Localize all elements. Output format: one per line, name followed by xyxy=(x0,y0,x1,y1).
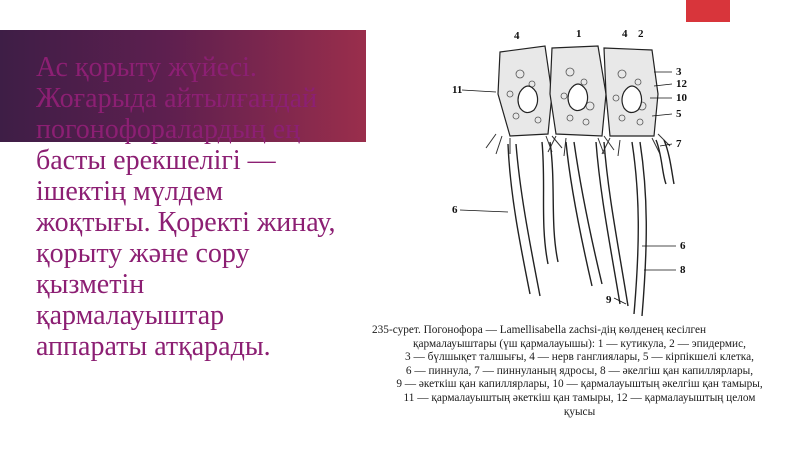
body-text xyxy=(36,52,371,362)
figure-label: 4 xyxy=(514,30,520,42)
caption-line: 6 — пиннула, 7 — пиннуланың ядросы, 8 — әкелгіш қан капиллярлары, xyxy=(405,364,754,377)
caption-line: 11 — қармалауыштың әкеткіш қан тамыры, 12 — қармалауыштың целом xyxy=(403,391,756,404)
figure-caption xyxy=(372,324,787,419)
figure-label: 8 xyxy=(680,264,686,276)
pinnule-fringe xyxy=(486,134,670,156)
figure-label: 1 xyxy=(576,28,582,40)
text-line: Жоғарыда айтылғандай xyxy=(36,83,318,114)
pinnules xyxy=(508,140,674,316)
text-line: аппараты атқарады. xyxy=(36,331,271,362)
figure-label: 2 xyxy=(638,28,644,40)
figure-label: 3 xyxy=(676,66,682,78)
pogonophora-figure xyxy=(370,24,790,444)
caption-line: 9 — әкеткіш қан капиллярлары, 10 — қармалауыштың әкелгіш қан тамыры, xyxy=(396,378,763,391)
figure-label: 6 xyxy=(452,204,458,216)
text-line: погонофоралардың ең xyxy=(36,114,301,145)
text-line: басты ерекшелігі — xyxy=(36,145,276,176)
tentacle-illustration xyxy=(370,24,790,324)
text-line: Ас қорыту жүйесі. xyxy=(36,52,257,83)
text-line: қорыту және сору xyxy=(36,238,250,269)
text-line: қармалауыштар xyxy=(36,300,225,331)
caption-line: 3 — бүлшықет талшығы, 4 — нерв ганглиялары, 5 — кірпікшелі клетка, xyxy=(405,351,754,364)
figure-label: 9 xyxy=(606,294,612,306)
figure-label: 4 xyxy=(622,28,628,40)
caption-line: қуысы xyxy=(563,405,596,418)
figure-label: 6 xyxy=(680,240,686,252)
figure-label: 7 xyxy=(676,138,682,150)
caption-line: 235-сурет. Погонофора — Lamellisabella zachsi-дің көлденең кесілген xyxy=(372,324,707,336)
corner-accent xyxy=(686,0,730,22)
figure-label: 12 xyxy=(676,78,687,90)
text-line: қызметін xyxy=(36,269,145,300)
figure-label: 5 xyxy=(676,108,682,120)
text-line: жоқтығы. Қоректі жинау, xyxy=(36,207,336,238)
figure-label: 11 xyxy=(452,84,463,96)
caption-line: қармалауыштары (үш қармалауышы): 1 — кутикула, 2 — эпидермис, xyxy=(413,337,746,350)
text-line: ішектің мүлдем xyxy=(36,176,224,207)
figure-label: 10 xyxy=(676,92,687,104)
